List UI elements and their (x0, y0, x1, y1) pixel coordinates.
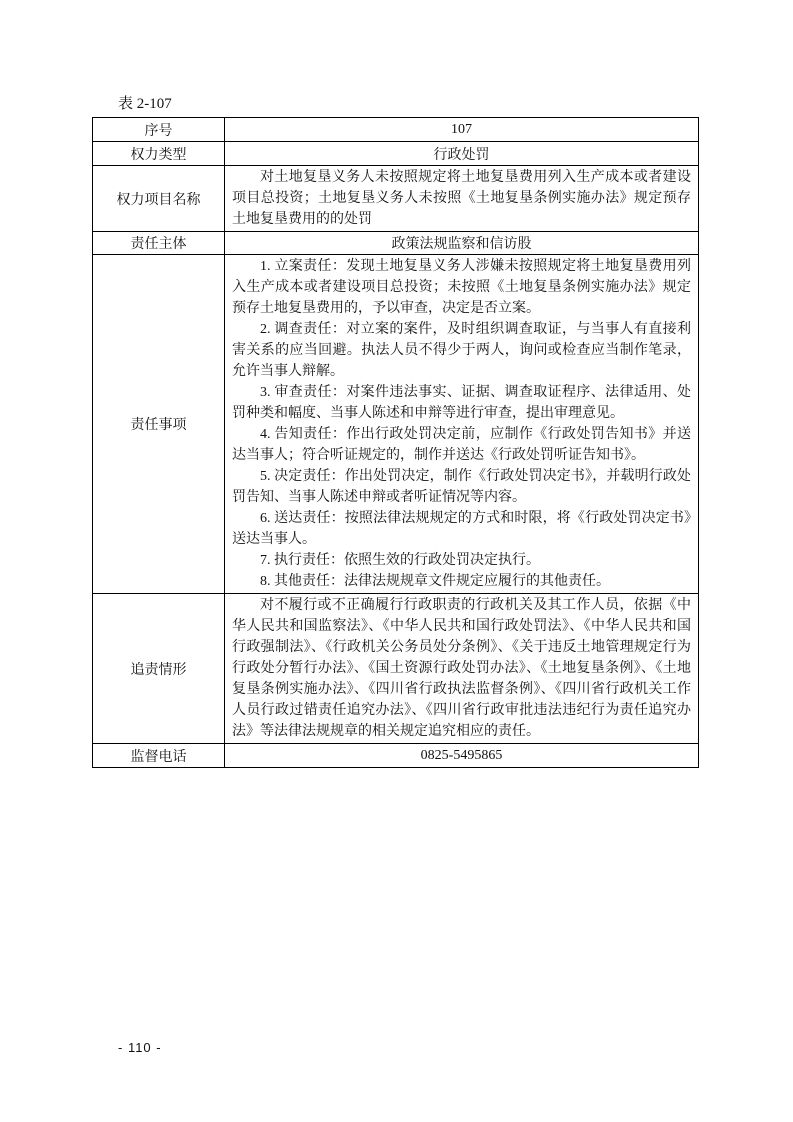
row-content (225, 594, 699, 744)
table-row (93, 744, 699, 768)
row-label: 权力项目名称 (93, 166, 225, 232)
row-value: 0825-5495865 (225, 744, 699, 768)
table-row (93, 255, 699, 594)
table-row (93, 594, 699, 744)
paragraph: 5. 决定责任：作出处罚决定，制作《行政处罚决定书》，并载明行政处罚告知、当事人陈述申辩或者听证情况等内容。 (232, 469, 691, 505)
table-row (93, 118, 699, 142)
row-label: 责任事项 (93, 255, 225, 594)
paragraph: 对不履行或不正确履行行政职责的行政机关及其工作人员，依据《中华人民共和国监察法》、《中华人民共和国行政处罚法》、《中华人民共和国行政强制法》、《行政机关公务员处分条例》、《关于违反土地管理规定行为行政处分暂行办法》、《国土资源行政处罚办法》、《土地复垦条例》、《土地复垦条例实施办法》、《四川省行政执法监督条例》、《四川省行政机关工作人员行政过错责任追究办法》、《四川省行政审批违法违纪行为责任追究办法》等法律法规规章的相关规定追究相应的责任。 (232, 598, 691, 739)
table-row (93, 232, 699, 255)
paragraph: 8. 其他责任：法律法规规章文件规定应履行的其他责任。 (260, 574, 610, 589)
row-label: 序号 (93, 118, 225, 142)
page-number: - 110 - (118, 1040, 162, 1055)
table-row (93, 166, 699, 232)
power-list-table (92, 117, 699, 768)
row-label: 责任主体 (93, 232, 225, 255)
paragraph: 1. 立案责任：发现土地复垦义务人涉嫌未按照规定将土地复垦费用列入生产成本或者建设项目总投资；未按照《土地复垦条例实施办法》规定预存土地复垦费用的，予以审查，决定是否立案。 (232, 259, 691, 316)
paragraph: 6. 送达责任：按照法律法规规定的方式和时限，将《行政处罚决定书》送达当事人。 (232, 511, 691, 547)
row-label: 监督电话 (93, 744, 225, 768)
row-content (225, 255, 699, 594)
table-caption: 表 2-107 (118, 96, 172, 112)
row-label: 追责情形 (93, 594, 225, 744)
paragraph: 3. 审查责任：对案件违法事实、证据、调查取证程序、法律适用、处罚种类和幅度、当事人陈述和申辩等进行审查，提出审理意见。 (232, 385, 691, 421)
paragraph: 2. 调查责任：对立案的案件，及时组织调查取证，与当事人有直接利害关系的应当回避。执法人员不得少于两人，询问或检查应当制作笔录，允许当事人辩解。 (232, 322, 691, 379)
table-row (93, 142, 699, 166)
paragraph: 4. 告知责任：作出行政处罚决定前，应制作《行政处罚告知书》并送达当事人；符合听证规定的，制作并送达《行政处罚听证告知书》。 (232, 427, 691, 463)
row-label: 权力类型 (93, 142, 225, 166)
row-value: 107 (225, 118, 699, 142)
paragraph: 对土地复垦义务人未按照规定将土地复垦费用列入生产成本或者建设项目总投资；土地复垦义务人未按照《土地复垦条例实施办法》规定预存土地复垦费用的的处罚 (232, 170, 691, 227)
row-value: 政策法规监察和信访股 (225, 232, 699, 255)
row-content (225, 166, 699, 232)
paragraph: 7. 执行责任：依照生效的行政处罚决定执行。 (260, 553, 540, 568)
row-value: 行政处罚 (225, 142, 699, 166)
